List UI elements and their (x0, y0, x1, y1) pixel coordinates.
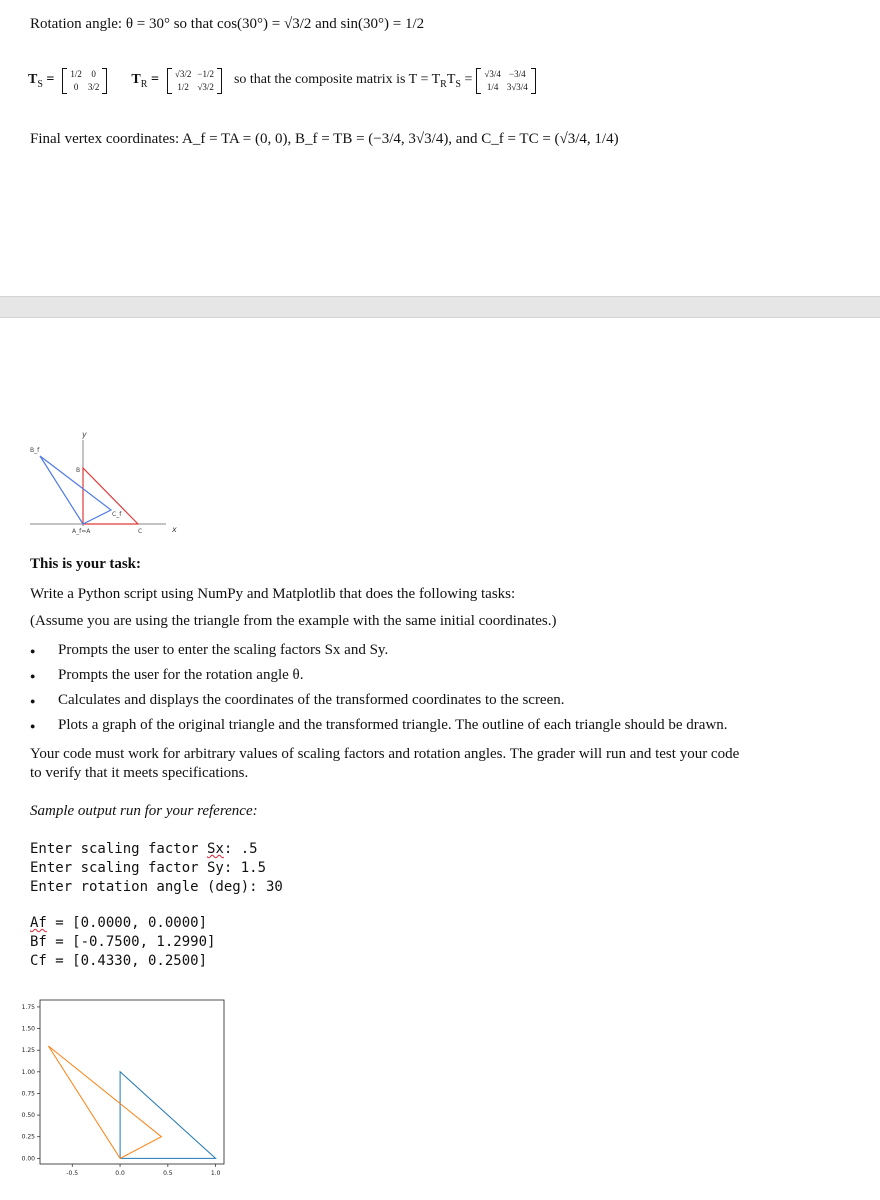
c-label: C (138, 528, 143, 535)
triangle-diagram (26, 428, 196, 538)
y-tick-label: 1.00 (21, 1068, 35, 1076)
bullet-item: ● Plots a graph of the original triangle and the transformed triangle. The outline of each triangle should be drawn. (30, 716, 728, 741)
x-tick-label: 0.0 (115, 1170, 125, 1177)
x-axis-label: x (172, 525, 177, 534)
page-divider (0, 296, 880, 318)
console-line: Af = [0.0000, 0.0000] (30, 915, 208, 931)
bullet-item: ● Prompts the user for the rotation angle θ. (30, 666, 728, 691)
x-tick-label: -0.5 (66, 1170, 79, 1177)
y-tick-label: 0.25 (21, 1133, 35, 1141)
series-line-transformed (48, 1046, 161, 1158)
ts-label: $T_S$ = (28, 72, 55, 90)
bf-label: B_f (30, 447, 40, 454)
y-tick-label: 1.50 (21, 1025, 35, 1033)
composite-matrix: √3/4 −3/4 1/4 3√3/4 (476, 68, 535, 94)
y-tick-label: 0.50 (21, 1112, 35, 1120)
matrix-row (28, 52, 540, 110)
y-tick-label: 1.75 (21, 1003, 35, 1011)
tr-matrix: √3/2 −1/2 1/2 √3/2 (167, 68, 222, 94)
b-label: B (76, 467, 81, 474)
formula-section (0, 0, 880, 290)
requirement-line-1: Your code must work for arbitrary values of scaling factors and rotation angles. The grader will run and test your code (30, 746, 740, 762)
triangle-plot (10, 994, 230, 1184)
af-a-label: A_f=A (72, 528, 91, 535)
original-triangle (83, 468, 138, 524)
y-tick-label: 0.00 (21, 1155, 35, 1163)
tr-label: $T_R$ = (131, 72, 159, 90)
console-line: Bf = [-0.7500, 1.2990] (30, 934, 216, 950)
console-outputs (30, 914, 215, 971)
y-tick-label: 1.25 (21, 1047, 35, 1055)
console-inputs (30, 840, 283, 897)
cf-label: C_f (112, 511, 122, 518)
requirement-line-2: to verify that it meets specifications. (30, 765, 249, 781)
y-tick-label: 0.75 (21, 1090, 35, 1098)
final-vertex-line: Final vertex coordinates: A_f = TA = (0, 0), B_f = TB = (−3/4, 3√3/4), and C_f = TC = (√3/4, 1/4) (30, 131, 619, 147)
console-line: Enter rotation angle (deg): 30 (30, 879, 283, 895)
task-title: This is your task: (30, 556, 142, 572)
bullet-item: ● Calculates and displays the coordinates of the transformed coordinates to the screen. (30, 691, 728, 716)
task-assume: (Assume you are using the triangle from the example with the same initial coordinates.) (30, 613, 557, 629)
y-axis-label: y (82, 430, 87, 439)
sample-heading: Sample output run for your reference: (30, 803, 258, 819)
x-tick-label: 0.5 (163, 1170, 173, 1177)
ts-matrix: 1/2 0 0 3/2 (62, 68, 107, 94)
console-line: Cf = [0.4330, 0.2500] (30, 953, 208, 969)
console-line: Enter scaling factor Sy: 1.5 (30, 860, 267, 876)
console-line: Enter scaling factor Sx: .5 (30, 841, 258, 857)
task-intro: Write a Python script using NumPy and Matplotlib that does the following tasks: (30, 586, 516, 602)
task-bullets (30, 641, 728, 741)
composite-text: so that the composite matrix is $T = T_RT_S$ = (233, 72, 473, 90)
x-tick-label: 1.0 (210, 1170, 221, 1177)
bullet-item: ● Prompts the user to enter the scaling factors Sx and Sy. (30, 641, 728, 666)
rotation-angle-line: Rotation angle: θ = 30° so that cos(30°) = √3/2 and sin(30°) = 1/2 (30, 16, 425, 32)
